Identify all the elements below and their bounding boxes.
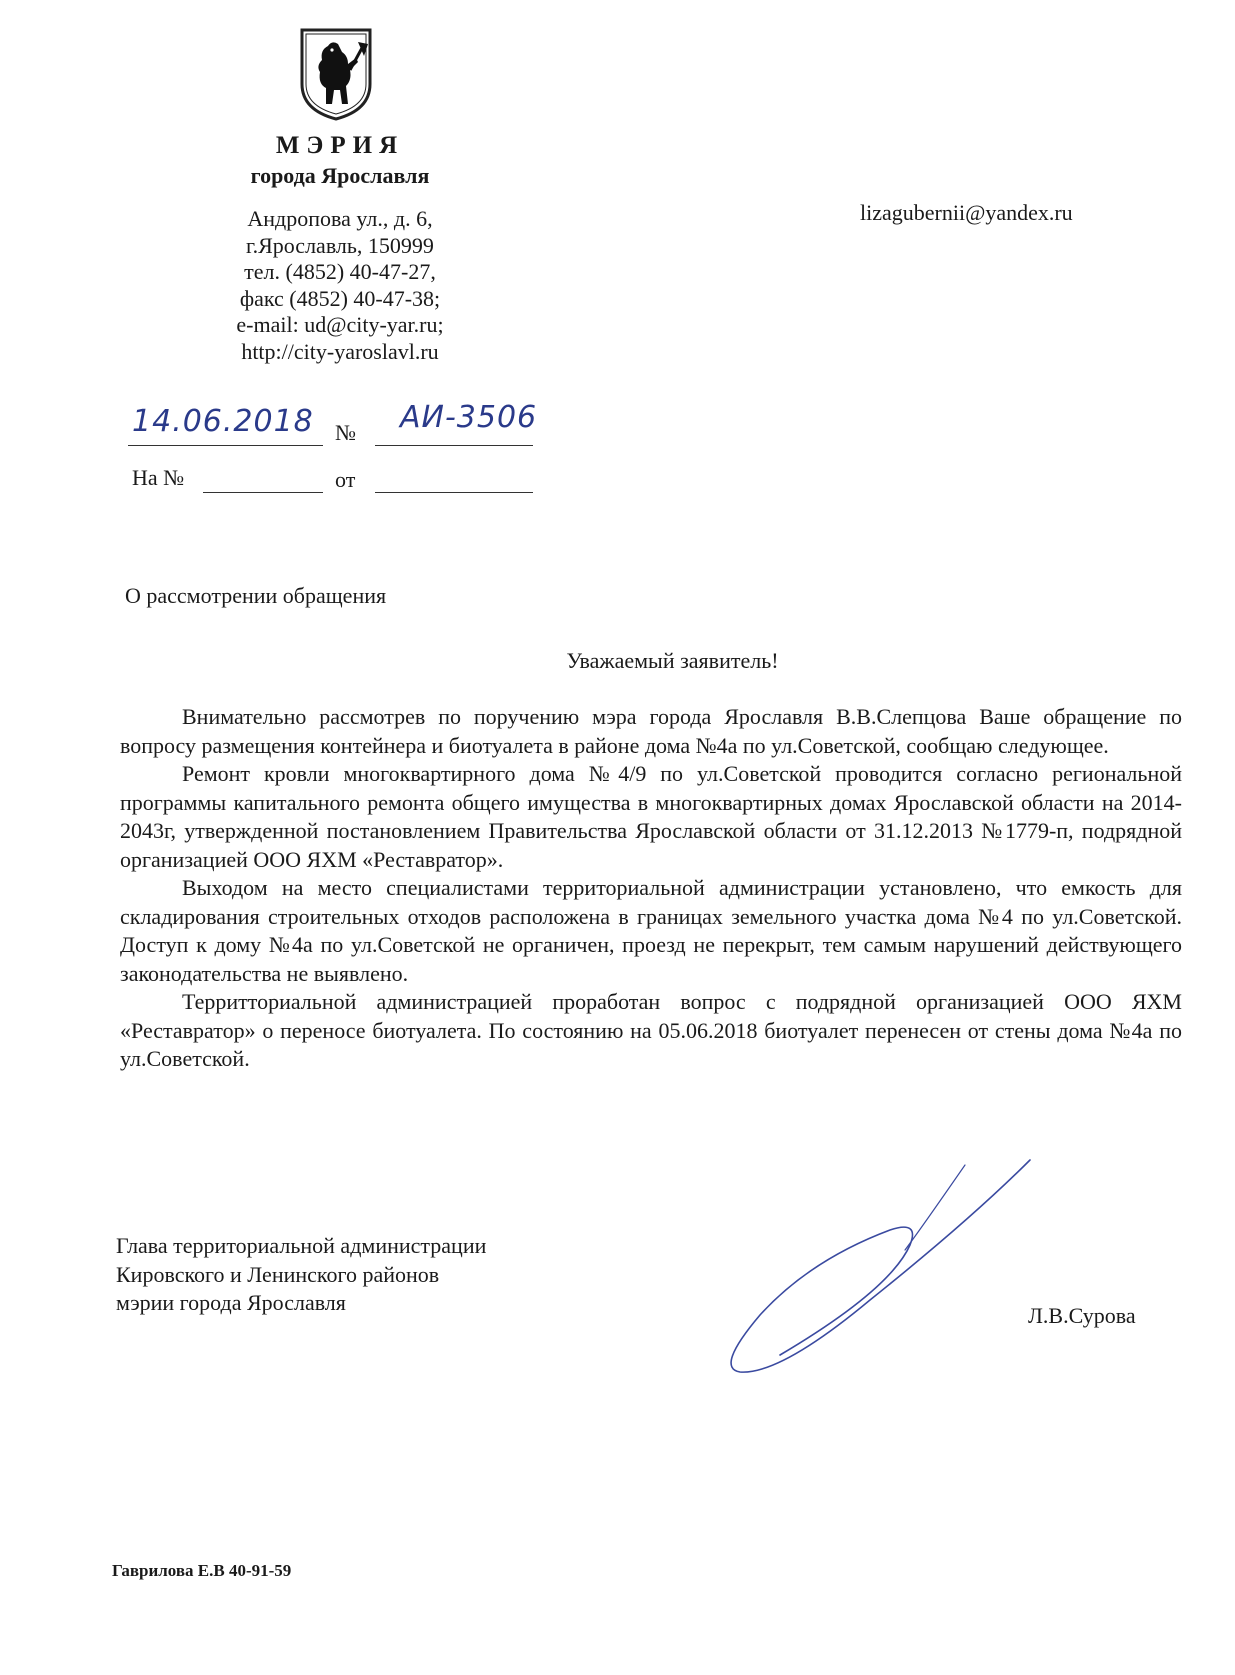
from-underline [375, 492, 533, 493]
paragraph-2: Ремонт кровли многоквартирного дома №4/9 по ул.Советской проводится согласно региональной программы капитального ремонта общего имущества в многоквартирных домах Ярославской области на 2014-2043г, утвержденной постановлением Правительства Ярославской области от 31.12.2013 №1779-п, подрядной организацией ООО ЯХМ «Реставратор». [120, 761, 1182, 872]
paragraph-3: Выходом на место специалистами территориальной администрации установлено, что емкость для складирования строительных отходов расположена в границах земельного участка дома №4 по ул.Советской. Доступ к дому №4а по ул.Советской не органичен, проезд не перекрыт, тем самым нарушений действующего законодательства не выявлено. [120, 875, 1182, 986]
org-title: МЭРИЯ [275, 132, 405, 159]
address-fax: факс (4852) 40-47-38; [239, 285, 441, 311]
recipient-email: lizagubernii@yandex.ru [860, 200, 1073, 225]
signer-name: Л.В.Сурова [1028, 1303, 1136, 1328]
address-phone: тел. (4852) 40-47-27, [244, 259, 436, 284]
handwritten-signature [720, 1150, 1050, 1390]
position-line-3: мэрии города Ярославля [116, 1290, 346, 1315]
paragraph-1: Внимательно рассмотрев по поручению мэра города Ярославля В.В.Слепцова Ваше обращение по вопросу размещения контейнера и биотуалета в районе дома №4а по ул.Советской, сообщаю следующее. [120, 704, 1182, 758]
date-underline [128, 445, 323, 446]
number-underline [375, 445, 533, 446]
address-email: e-mail: ud@city-yar.ru; [236, 312, 444, 337]
letter-subject: О рассмотрении обращения [125, 583, 387, 608]
address-city: г.Ярославль, 150999 [246, 232, 434, 258]
reply-underline [203, 492, 323, 493]
handwritten-date: 14.06.2018 [132, 404, 314, 439]
reply-label: На № [132, 465, 185, 490]
letter-body [120, 703, 1182, 1074]
paragraph-4: Территториальной администрацией проработан вопрос с подрядной организацией ООО ЯХМ «Реставратор» о переносе биотуалета. По состоянию на 05.06.2018 биотуалет перенесен от стены дома №4а по ул.Советской. [120, 989, 1182, 1071]
from-label: от [335, 467, 356, 492]
number-sign: № [335, 420, 356, 445]
address-website: http://city-yaroslavl.ru [241, 338, 439, 364]
handwritten-number: АИ-3506 [400, 400, 538, 435]
signer-position [116, 1232, 486, 1318]
org-address [170, 206, 510, 365]
salutation: Уважаемый заявитель! [566, 648, 779, 673]
position-line-1: Глава территориальной администрации [116, 1233, 487, 1258]
org-city: города Ярославля [250, 163, 430, 188]
coat-of-arms-icon [296, 26, 376, 122]
address-street: Андропова ул., д. 6, [247, 206, 433, 231]
executor-info: Гаврилова Е.В 40-91-59 [112, 1561, 292, 1580]
position-line-2: Кировского и Ленинского районов [116, 1261, 440, 1287]
